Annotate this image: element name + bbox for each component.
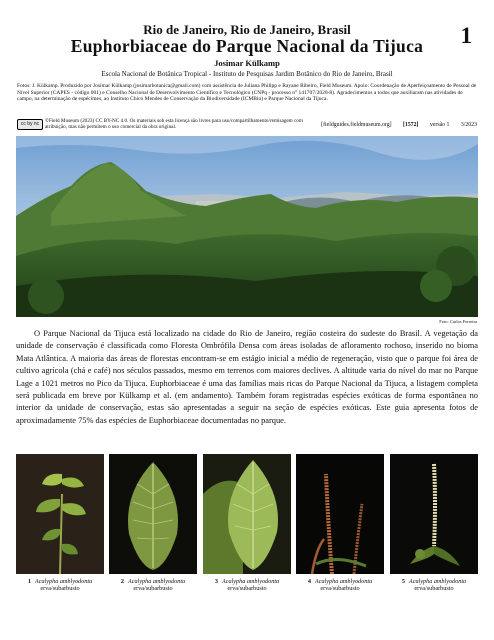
guide-code: [1572] (403, 122, 419, 128)
credits-paragraph: Fotos: J. Külkamp. Produzido por Josimar Külkamp (josimarbotanica@gmail.com) com assistência de Juliana Philipp e Rayane Ribeiro, Field Museum. Apoio: Coordenação de Aperfeiçoamento de Pessoal de Nível Superior (CAPES - código 001) e Conselho Nacional de Desenvolvimento Científico e Tecnológico (CNPq - processo n° 141707/2020-8). Agradecimentos a todos que auxiliaram nas atividades de campo, na determinação de espécimes, ao Instituto Chico Mendes de Conservação da Biodiversidade (ICMBio) e Parque Nacional da Tijuca. (17, 83, 477, 103)
caption-1: 1 Acalypha amblyodonta erva/subarbusto (15, 578, 105, 592)
location-heading: Rio de Janeiro, Rio de Janeiro, Brasil (143, 22, 351, 37)
caption-2: 2 Acalypha amblyodonta erva/subarbusto (108, 578, 198, 592)
habit-label: erva/subarbusto (227, 585, 267, 592)
habit-label: erva/subarbusto (320, 585, 360, 592)
caption-4: 4 Acalypha amblyodonta erva/subarbusto (295, 578, 385, 592)
thumbnail-photo-5[interactable] (390, 454, 478, 574)
page-number: 1 (460, 23, 472, 48)
date-label: 3/2023 (460, 122, 477, 128)
institution-line: Escola Nacional de Botânica Tropical - Instituto de Pesquisas Jardim Botânico do Rio de Janeiro, Brasil (101, 70, 393, 78)
thumbnail-photo-1[interactable] (16, 454, 104, 574)
thumbnail-photo-3[interactable] (203, 454, 291, 574)
species-name: Acalypha amblyodonta (408, 578, 467, 585)
photo-credit: Foto: Carlos Ferreira (439, 319, 477, 324)
site-info (311, 122, 477, 128)
habit-label: erva/subarbusto (133, 585, 173, 592)
author-name: Josimar Külkamp (214, 58, 280, 68)
species-name: Acalypha amblyodonta (127, 578, 186, 585)
thumbnail-photo-2[interactable] (109, 454, 197, 574)
thumbnail-strip (16, 454, 478, 574)
species-name: Acalypha amblyodonta (314, 578, 373, 585)
version-label: versão 1 (429, 122, 450, 128)
caption-3: 3 Acalypha amblyodonta erva/subarbusto (202, 578, 292, 592)
thumbnail-photo-4[interactable] (296, 454, 384, 574)
site-link[interactable]: [fieldguides.fieldmuseum.org] (321, 122, 392, 128)
cc-license-badge-icon: cc by nc (17, 119, 43, 130)
species-name: Acalypha amblyodonta (221, 578, 280, 585)
license-text: ©Field Museum (2023) CC BY-NC 4.0. Os materiais sob esta licença são livres para uso/compartilhamento/remisagem com atribuição, mas não permitem o uso comercial da obra original. (45, 118, 303, 130)
habit-label: erva/subarbusto (414, 585, 454, 592)
intro-paragraph: O Parque Nacional da Tijuca está localizado na cidade do Rio de Janeiro, região costeira do sudeste do Brasil. A vegetação da unidade de conservação é classificada como Floresta Ombrófila Densa com áreas isoladas de afloramento rochoso, inserido no bioma Mata Atlântica. A maioria das áreas de florestas encontram-se em estágio inicial a médio de regeneração, visto que o parque foi área de cultivo agrícola (chá e café) nos séculos passados, mesmo em terrenos com maiores declives. A altitude varia do nível do mar no Parque Lage a 1021 metros no Pico da Tijuca. Euphorbiaceae é uma das famílias mais ricas do Parque Nacional da Tijuca, a listagem completa será publicada em breve por Külkamp et al. (em andamento). Também foram registradas espécies exóticas de forma espontânea no interior da unidade de conservação, estas são apresentadas a seguir na seção de espécies exóticas. Este guia apresenta fotos de aproximadamente 75% das espécies de Euphorbiaceae documentadas no parque. (16, 329, 478, 425)
license-row (17, 118, 477, 132)
caption-5: 5 Acalypha amblyodonta erva/subarbusto (389, 578, 479, 592)
hero-landscape-photo (16, 136, 478, 317)
habit-label: erva/subarbusto (40, 585, 80, 592)
page-title: Euphorbiaceae do Parque Nacional da Tijuca (70, 36, 424, 56)
species-name: Acalypha amblyodonta (34, 578, 93, 585)
